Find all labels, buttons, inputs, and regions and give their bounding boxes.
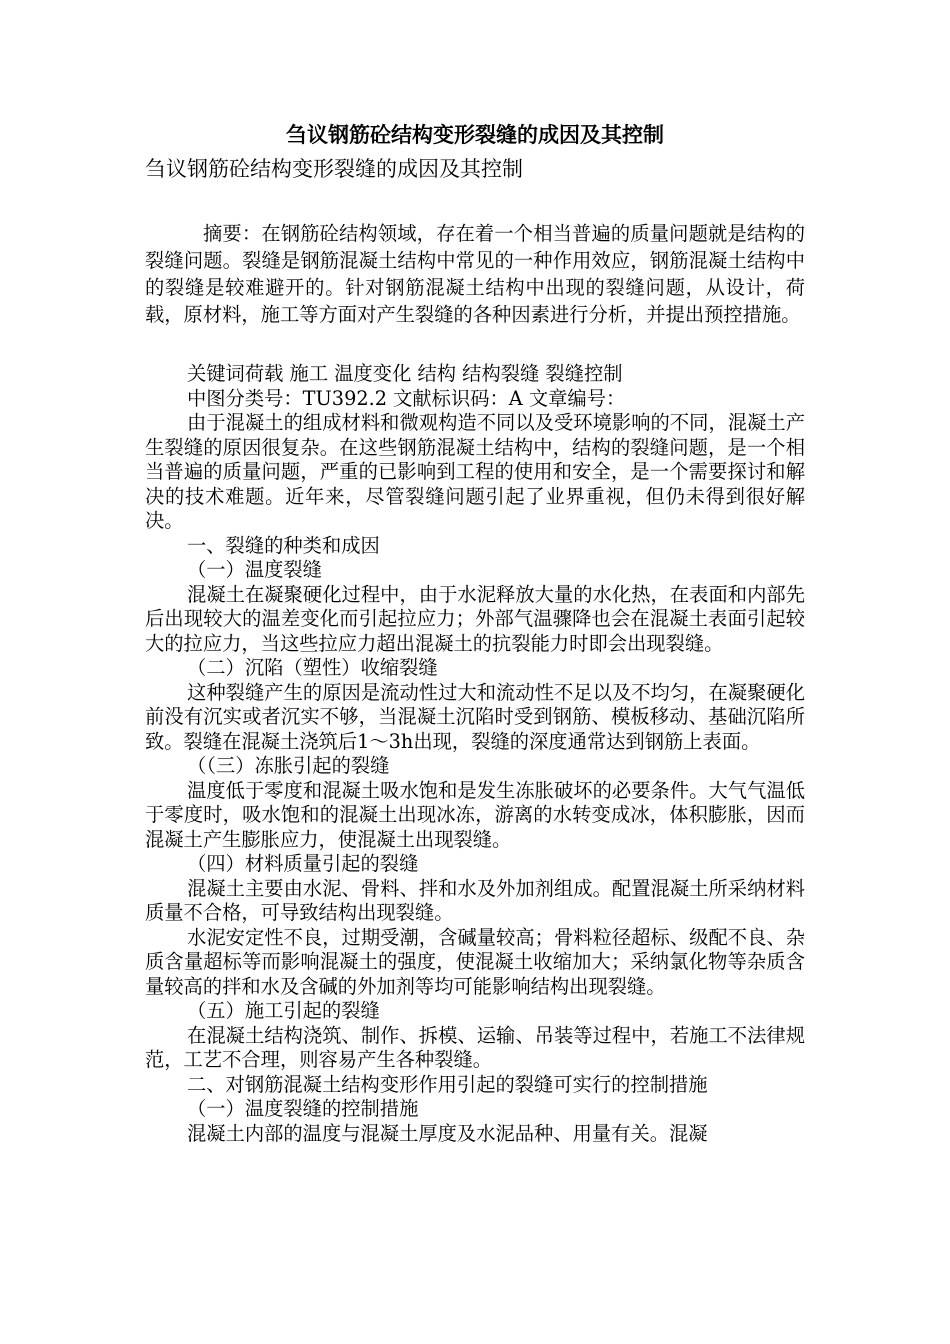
body-paragraph: 这种裂缝产生的原因是流动性过大和流动性不足以及不均匀，在凝聚硬化前没有沉实或者沉实不够，当混凝土沉陷时受到钢筋、模板移动、基础沉陷所致。裂缝在混凝土浇筑后1～3h出现，裂缝的深度通常达到钢筋上表面。 [145, 680, 805, 753]
body-paragraph: 温度低于零度和混凝土吸水饱和是发生冻胀破坏的必要条件。大气气温低于零度时，吸水饱和的混凝土出现冰冻，游离的水转变成冰，体积膨胀，因而混凝土产生膨胀应力，使混凝土出现裂缝。 [145, 778, 805, 851]
section-heading-1: 一、裂缝的种类和成因 [187, 533, 380, 557]
body-paragraph: 水泥安定性不良，过期受潮，含碱量较高；骨料粒径超标、级配不良、杂质含量超标等而影响混凝土的强度，使混凝土收缩加大；采纳氯化物等杂质含量较高的拌和水及含碱的外加剂等均可能影响结构出现裂缝。 [145, 925, 805, 998]
body-paragraph: 混凝土主要由水泥、骨料、拌和水及外加剂组成。配置混凝土所采纳材料质量不合格，可导致结构出现裂缝。 [145, 876, 805, 924]
section-heading-2: 二、对钢筋混凝土结构变形作用引起的裂缝可实行的控制措施 [187, 1072, 708, 1096]
subsection-heading-1-2: （二）沉陷（塑性）收缩裂缝 [187, 656, 438, 679]
spacer [145, 328, 805, 362]
document-title: 刍议钢筋砼结构变形裂缝的成因及其控制 [286, 123, 664, 147]
abstract-paragraph: 摘要：在钢筋砼结构领域，存在着一个相当普遍的质量问题就是结构的裂缝问题。裂缝是钢筋混凝土结构中常见的一种作用效应，钢筋混凝土结构中的裂缝是较难避开的。针对钢筋混凝土结构中出现的裂缝问题，从设计，荷载，原材料，施工等方面对产生裂缝的各种因素进行分析，并提出预控措施。 [145, 222, 805, 326]
document-page [145, 118, 805, 1146]
subsection-heading-1-1: （一）温度裂缝 [187, 558, 322, 581]
subsection-heading-1-3: （（三）冻胀引起的裂缝 [187, 754, 390, 777]
body-paragraph: 在混凝土结构浇筑、制作、拆模、运输、吊装等过程中，若施工不法律规范，工艺不合理，则容易产生各种裂缝。 [145, 1023, 805, 1071]
body-paragraph: 混凝土内部的温度与混凝土厚度及水泥品种、用量有关。混凝 [187, 1121, 708, 1145]
document-subtitle: 刍议钢筋砼结构变形裂缝的成因及其控制 [145, 157, 523, 181]
intro-paragraph: 由于混凝土的组成材料和微观构造不同以及受环境影响的不同，混凝土产生裂缝的原因很复杂。在这些钢筋混凝土结构中，结构的裂缝问题，是一个相当普遍的质量问题，严重的已影响到工程的使用和安全，是一个需要探讨和解决的技术难题。近年来，尽管裂缝问题引起了业界重视，但仍未得到很好解决。 [145, 411, 805, 532]
classification-line: 中图分类号：TU392.2 文献标识码：A 文章编号： [187, 386, 626, 410]
body-paragraph: 混凝土在凝聚硬化过程中，由于水泥释放大量的水化热，在表面和内部先后出现较大的温差变化而引起拉应力；外部气温骤降也会在混凝土表面引起较大的拉应力，当这些拉应力超出混凝土的抗裂能力时即会出现裂缝。 [145, 582, 805, 655]
subsection-heading-1-4: （四）材料质量引起的裂缝 [187, 852, 419, 875]
spacer [145, 186, 805, 220]
subsection-heading-2-1: （一）温度裂缝的控制措施 [187, 1097, 419, 1120]
subsection-heading-1-5: （五）施工引起的裂缝 [187, 999, 380, 1022]
keywords-line: 关键词荷载 施工 温度变化 结构 结构裂缝 裂缝控制 [187, 362, 623, 385]
